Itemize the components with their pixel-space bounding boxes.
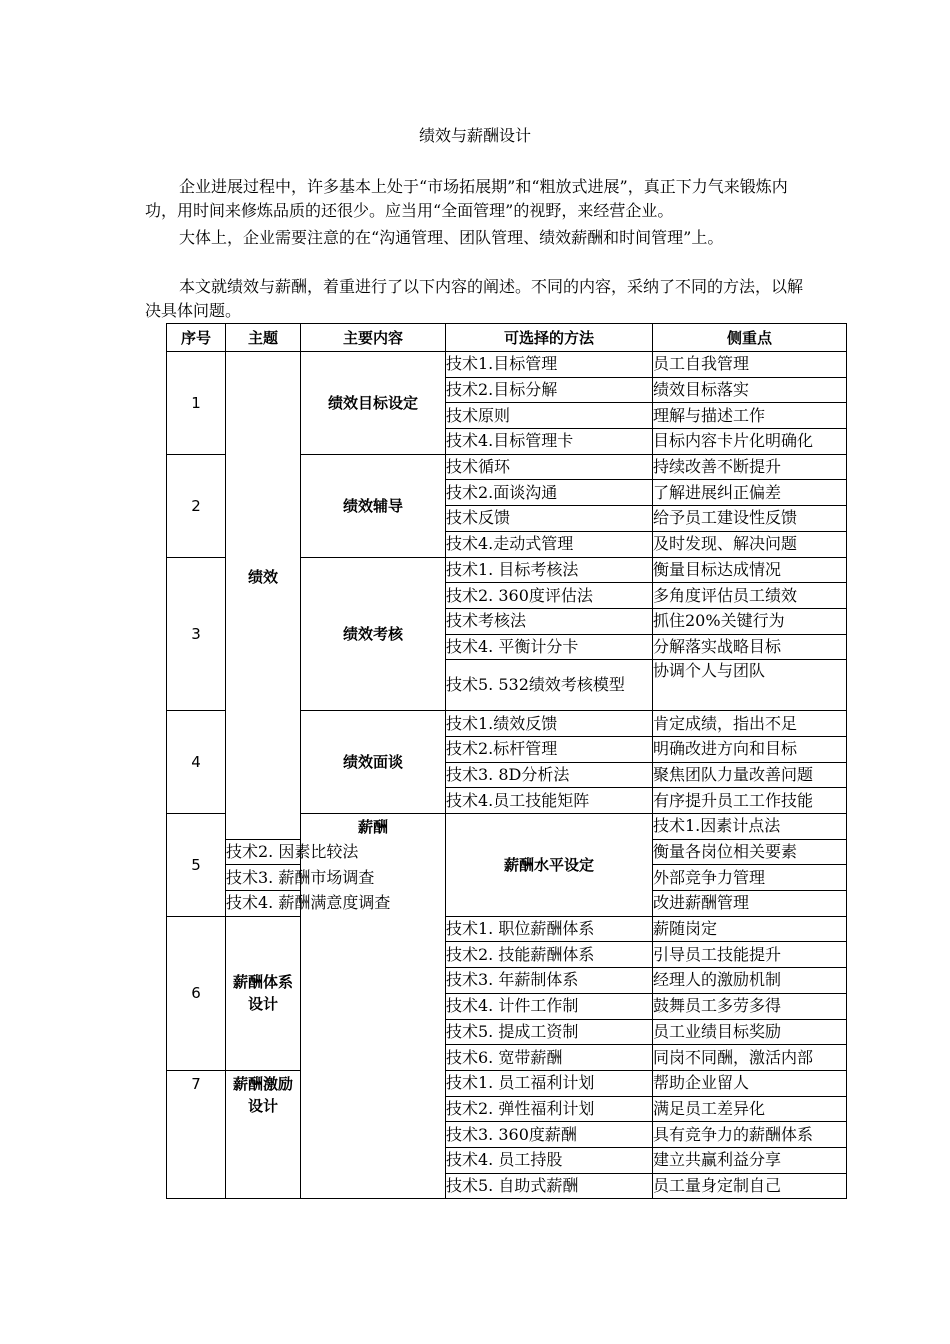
focus-cell: 薪随岗定 (653, 916, 847, 942)
focus-cell: 明确改进方向和目标 (653, 736, 847, 762)
row-number: 1 (167, 352, 226, 455)
content-cell: 薪酬水平设定 (446, 814, 653, 917)
method-cell: 技术2.面谈沟通 (446, 480, 653, 506)
method-cell: 技术4. 计件工作制 (446, 993, 653, 1019)
focus-cell: 持续改善不断提升 (653, 454, 847, 480)
table-row (167, 1070, 847, 1096)
method-cell: 技术3. 年薪制体系 (446, 968, 653, 994)
focus-cell: 员工自我管理 (653, 352, 847, 378)
focus-cell: 及时发现、解决问题 (653, 531, 847, 557)
method-cell: 技术循环 (446, 454, 653, 480)
focus-cell: 帮助企业留人 (653, 1070, 847, 1096)
table-header-row (167, 324, 847, 352)
focus-cell: 员工业绩目标奖励 (653, 1019, 847, 1045)
row-number: 3 (167, 557, 226, 711)
focus-cell: 聚焦团队力量改善问题 (653, 762, 847, 788)
method-cell: 技术6. 宽带薪酬 (446, 1045, 653, 1071)
method-cell: 技术2. 弹性福利计划 (446, 1096, 653, 1122)
method-cell: 技术4. 员工持股 (446, 1147, 653, 1173)
method-cell: 技术原则 (446, 403, 653, 429)
method-cell: 技术2. 技能薪酬体系 (446, 942, 653, 968)
header-index: 序号 (167, 324, 226, 352)
method-cell: 技术5. 自助式薪酬 (446, 1173, 653, 1199)
focus-cell: 衡量目标达成情况 (653, 557, 847, 583)
content-cell: 薪酬激励设计 (226, 1070, 301, 1198)
method-cell: 技术5. 提成工资制 (446, 1019, 653, 1045)
focus-cell: 有序提升员工工作技能 (653, 788, 847, 814)
focus-cell: 鼓舞员工多劳多得 (653, 993, 847, 1019)
row-number: 2 (167, 454, 226, 557)
header-focus: 侧重点 (653, 324, 847, 352)
method-cell: 技术3. 8D分析法 (446, 762, 653, 788)
focus-cell: 引导员工技能提升 (653, 942, 847, 968)
method-cell: 技术1. 目标考核法 (446, 557, 653, 583)
method-cell: 技术2. 因素比较法 (226, 839, 301, 865)
focus-cell: 满足员工差异化 (653, 1096, 847, 1122)
intro-paragraph-2: 大体上，企业需要注意的在“沟通管理、团队管理、绩效薪酬和时间管理”上。 (179, 228, 724, 247)
table-row (167, 916, 847, 942)
focus-cell: 多角度评估员工绩效 (653, 583, 847, 609)
focus-cell: 给予员工建设性反馈 (653, 506, 847, 532)
method-cell: 技术1.目标管理 (446, 352, 653, 378)
method-cell: 技术4.员工技能矩阵 (446, 788, 653, 814)
content-cell: 绩效目标设定 (301, 352, 446, 455)
focus-cell: 同岗不同酬，激活内部 (653, 1045, 847, 1071)
method-cell: 技术3. 薪酬市场调查 (226, 865, 301, 891)
focus-cell: 衡量各岗位相关要素 (653, 839, 847, 865)
header-content: 主要内容 (301, 324, 446, 352)
focus-cell: 抓住20%关键行为 (653, 608, 847, 634)
topic-label: 薪酬 (357, 818, 388, 836)
content-cell: 绩效考核 (301, 557, 446, 711)
content-cell: 绩效辅导 (301, 454, 446, 557)
method-cell: 技术2.目标分解 (446, 377, 653, 403)
topic-label: 绩效 (247, 568, 278, 586)
document-title: 绩效与薪酬设计 (418, 126, 531, 145)
content-cell: 薪酬体系设计 (226, 916, 301, 1070)
focus-cell: 外部竞争力管理 (653, 865, 847, 891)
method-cell: 技术1. 员工福利计划 (446, 1070, 653, 1096)
intro-paragraph-3: 本文就绩效与薪酬，着重进行了以下内容的阐述。不同的内容，采纳了不同的方法，以解决具体问题。 (145, 277, 804, 320)
focus-cell: 了解进展纠正偏差 (653, 480, 847, 506)
row-number: 4 (167, 711, 226, 814)
method-cell: 技术2.标杆管理 (446, 736, 653, 762)
focus-cell: 经理人的激励机制 (653, 968, 847, 994)
method-cell: 技术反馈 (446, 506, 653, 532)
row-number: 6 (167, 916, 226, 1070)
focus-cell: 员工量身定制自己 (653, 1173, 847, 1199)
focus-cell: 分解落实战略目标 (653, 634, 847, 660)
header-method: 可选择的方法 (446, 324, 653, 352)
method-cell: 技术4. 薪酬满意度调查 (226, 891, 301, 917)
focus-cell: 建立共赢利益分享 (653, 1147, 847, 1173)
row-number: 7 (167, 1070, 226, 1198)
method-cell: 技术1. 职位薪酬体系 (446, 916, 653, 942)
method-cell: 技术4.走动式管理 (446, 531, 653, 557)
method-cell: 技术1.因素计点法 (653, 814, 847, 840)
method-cell: 技术5. 532绩效考核模型 (446, 660, 653, 711)
header-topic: 主题 (226, 324, 301, 352)
table-row (167, 352, 847, 378)
methods-table (166, 323, 847, 1199)
row-number: 5 (167, 814, 226, 917)
content-cell: 绩效面谈 (301, 711, 446, 814)
focus-cell: 绩效目标落实 (653, 377, 847, 403)
focus-cell: 理解与描述工作 (653, 403, 847, 429)
topic-cell-performance (226, 352, 301, 840)
method-cell: 技术1.绩效反馈 (446, 711, 653, 737)
focus-cell: 肯定成绩，指出不足 (653, 711, 847, 737)
method-cell: 技术4.目标管理卡 (446, 429, 653, 455)
focus-cell: 协调个人与团队 (653, 660, 847, 711)
method-cell: 技术3. 360度薪酬 (446, 1122, 653, 1148)
focus-cell: 改进薪酬管理 (653, 891, 847, 917)
focus-cell: 具有竞争力的薪酬体系 (653, 1122, 847, 1148)
method-cell: 技术4. 平衡计分卡 (446, 634, 653, 660)
focus-cell: 目标内容卡片化明确化 (653, 429, 847, 455)
method-cell: 技术考核法 (446, 608, 653, 634)
intro-paragraph-1: 企业进展过程中，许多基本上处于“市场拓展期”和“粗放式进展”，真正下力气来锻炼内功，用时间来修炼品质的还很少。应当用“全面管理”的视野，来经营企业。 (145, 177, 788, 220)
method-cell: 技术2. 360度评估法 (446, 583, 653, 609)
